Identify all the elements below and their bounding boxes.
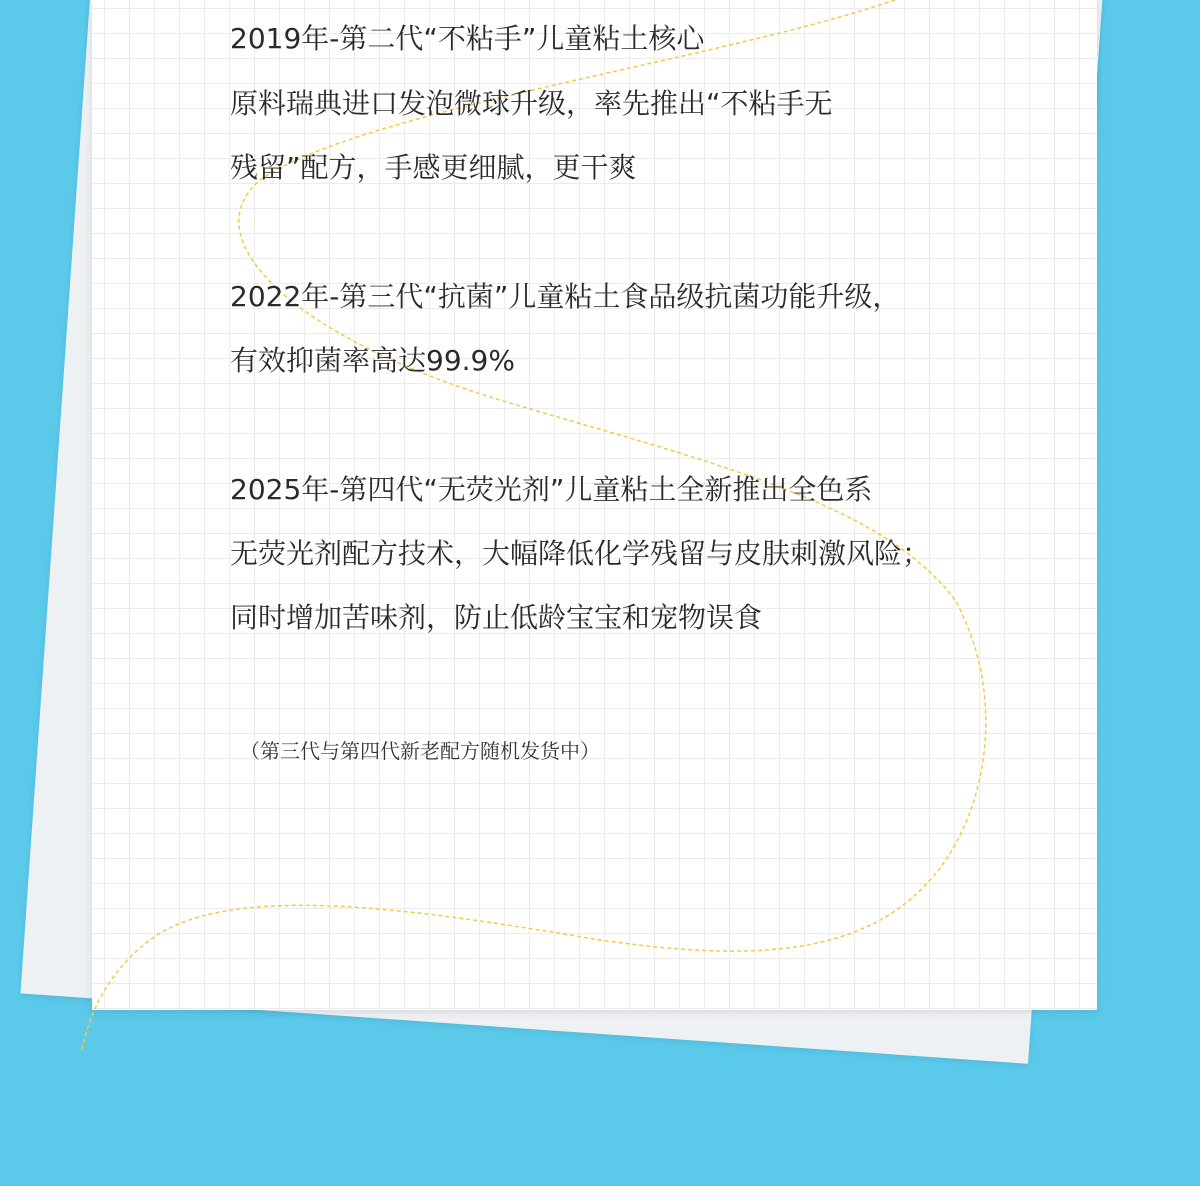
text-line-2019-2: 原料瑞典进口发泡微球升级，率先推出“不粘手无	[230, 87, 833, 120]
text-line-2022-2: 有效抑菌率高达99.9%	[230, 344, 515, 377]
text-line-2019-3: 残留”配方，手感更细腻，更干爽	[230, 151, 637, 184]
shipping-note: （第三代与第四代新老配方随机发货中）	[240, 739, 600, 763]
text-line-2025-1: 2025年-第四代“无荧光剂”儿童粘土全新推出全色系	[230, 473, 873, 506]
text-line-2025-3: 同时增加苦味剂，防止低龄宝宝和宠物误食	[230, 601, 763, 634]
text-line-2025-2: 无荧光剂配方技术，大幅降低化学残留与皮肤刺激风险；	[230, 537, 931, 570]
text-line-2019-1: 2019年-第二代“不粘手”儿童粘土核心	[230, 22, 705, 55]
text-line-2022-1: 2022年-第三代“抗菌”儿童粘土食品级抗菌功能升级，	[230, 280, 901, 313]
